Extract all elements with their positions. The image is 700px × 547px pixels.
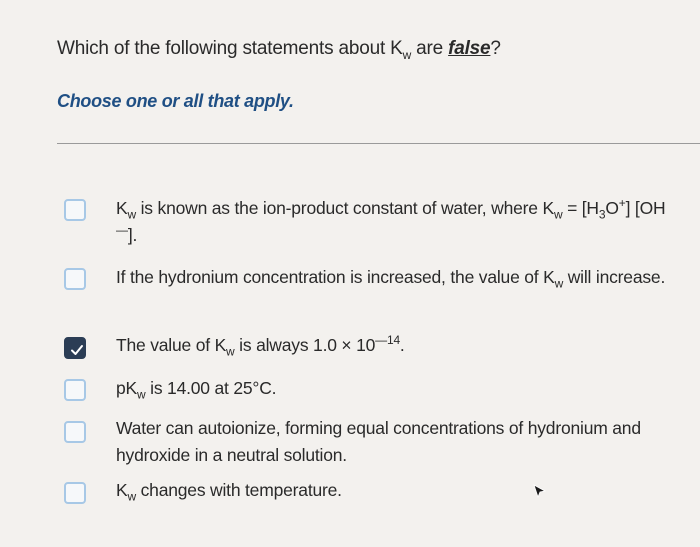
option-label: If the hydronium concentration is increased, the value of $K_w$ will increase. xyxy=(116,267,666,291)
arrow-cursor-icon xyxy=(533,483,547,499)
question-text xyxy=(57,38,501,60)
checkbox[interactable] xyxy=(64,421,86,443)
instruction-text: Choose one or all that apply. xyxy=(57,91,294,111)
option-label: $pK_w$ is 14.00 at 25°C. xyxy=(116,378,277,402)
option-label: Water can autoionize, forming equal concentrations of hydronium and hydroxide in a neutral solution. xyxy=(116,418,641,465)
checkbox[interactable] xyxy=(64,268,86,290)
checkbox[interactable] xyxy=(64,379,86,401)
checkbox[interactable] xyxy=(64,482,86,504)
checkbox-checked[interactable] xyxy=(64,337,86,359)
question-middle: are xyxy=(411,38,449,59)
question-subscript: w xyxy=(402,47,412,62)
checkbox[interactable] xyxy=(64,199,86,221)
option-label: $K_w$ is known as the ion-product constant of water, where $K_w = [H_3O^+]$ [OH—]. xyxy=(116,196,666,245)
option-label: $K_w$ changes with temperature. xyxy=(116,480,342,504)
divider xyxy=(57,143,700,144)
option-label: The value of $K_w$ is always $1.0 \times 10^{—14}$. xyxy=(116,333,405,359)
question-prefix: Which of the following statements about K xyxy=(57,38,403,59)
checkmark-icon xyxy=(68,341,86,359)
question-suffix: ? xyxy=(490,38,501,59)
question-emphasis: false xyxy=(448,38,491,59)
